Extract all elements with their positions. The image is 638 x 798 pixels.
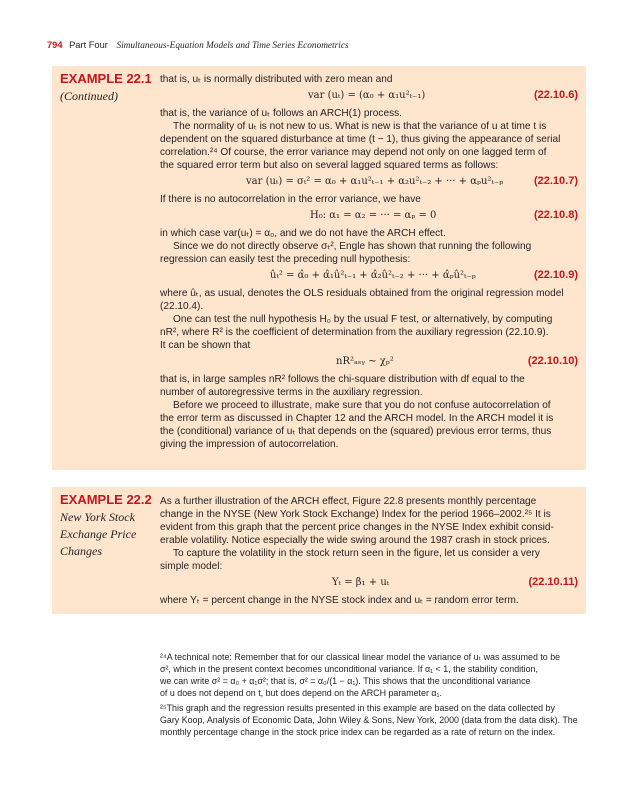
example-subtitle-line: Exchange Price: [60, 527, 137, 541]
equation-number: (22.10.6): [533, 89, 578, 101]
equation-expression: H₀: α₁ = α₂ = ··· = αₚ = 0: [310, 210, 437, 221]
paragraph-line: that is, in large samples nR² follows the chi-square distribution with df equal to the: [160, 374, 525, 385]
equation-22-10-7: [160, 172, 578, 193]
paragraph-line: It can be shown that: [160, 340, 251, 351]
equation-22-10-6: [160, 86, 578, 107]
paragraph-line: giving the impression of autocorrelation.: [160, 439, 339, 450]
paragraph-line: dependent on the squared disturbance at time (t − 1), thus giving the appearance of serial: [160, 134, 561, 145]
example-body: [160, 66, 578, 451]
footnote-line: Gary Koop, Analysis of Economic Data, John Wiley & Sons, New York, 2000 (data from the data disk). The: [160, 715, 578, 725]
equation-number: (22.10.11): [528, 576, 578, 588]
example-label: [60, 66, 152, 104]
paragraph-line: the (conditional) variance of uₜ that depends on the (squared) previous error terms, thus: [160, 426, 552, 437]
paragraph-line: that is, the variance of uₜ follows an ARCH(1) process.: [160, 108, 402, 119]
paragraph-line: where ûₜ, as usual, denotes the OLS residuals obtained from the original regression model: [160, 288, 564, 299]
equation-expression: Yₜ = β₁ + uₜ: [332, 577, 390, 588]
paragraph-line: One can test the null hypothesis H₀ by the usual F test, or alternatively, by computing: [173, 314, 553, 325]
example-subtitle-line: Changes: [60, 544, 102, 558]
example-label: [60, 487, 152, 559]
example-22-2-box: [52, 487, 586, 614]
paragraph-line: regression can easily test the preceding null hypothesis:: [160, 254, 411, 265]
equation-number: (22.10.7): [533, 175, 578, 187]
paragraph-line: where Yₜ = percent change in the NYSE stock index and uₜ = random error term.: [160, 595, 519, 606]
part-label: Part Four: [69, 40, 108, 50]
paragraph-line: nR², where R² is the coefficient of determination from the auxiliary regression (22.10.9).: [160, 327, 549, 338]
footnote-line: ²⁵This graph and the regression results presented in this example are based on the data collected by: [160, 703, 555, 713]
example-subtitle-line: New York Stock: [60, 510, 135, 524]
equation-number: (22.10.10): [527, 355, 578, 367]
paragraph-line: change in the NYSE (New York Stock Exchange) Index for the period 1966–2002.²⁵ It is: [160, 509, 551, 520]
example-body: [160, 487, 578, 607]
footnote-line: σ², which in the present context becomes unconditional variance. If α₁ < 1, the stability condition,: [160, 664, 538, 674]
footnote-line: monthly percentage change in the stock price index can be regarded as a rate of return on the index.: [160, 727, 556, 737]
paragraph-line: correlation.²⁴ Of course, the error variance may depend not only on one lagged term of: [160, 147, 547, 158]
equation-expression: nR²ₐₛᵧ ∼ χₚ²: [336, 356, 394, 367]
example-title: EXAMPLE 22.1: [60, 71, 152, 86]
paragraph-line: evident from this graph that the percent price changes in the NYSE Index exhibit consid-: [160, 522, 554, 533]
equation-expression: ûₜ² = α̂₀ + α̂₁û²ₜ₋₁ + α̂₂û²ₜ₋₂ + ··· + α̂ₚû²ₜ₋ₚ: [270, 270, 476, 281]
equation-expression: var (uₜ) = (α₀ + α₁u²ₜ₋₁): [308, 90, 426, 101]
equation-number: (22.10.9): [533, 269, 578, 281]
footnote-line: ²⁴A technical note: Remember that for our classical linear model the variance of uₜ was assumed to be: [160, 652, 561, 662]
part-title: Simultaneous-Equation Models and Time Series Econometrics: [116, 41, 349, 51]
footnote-line: we can write σ² = α₀ + α₁σ²; that is, σ² = α₀/(1 − α₁). This shows that the unconditional variance: [160, 676, 531, 686]
equation-22-10-10: [160, 352, 578, 373]
footnote-24: [160, 651, 578, 699]
example-subtitle: (Continued): [60, 89, 118, 103]
paragraph-line: number of autoregressive terms in the auxiliary regression.: [160, 387, 423, 398]
running-header: [47, 39, 349, 53]
equation-22-10-8: [160, 206, 578, 227]
paragraph-line: erable volatility. Notice especially the wide swing around the 1987 crash in stock prices.: [160, 535, 550, 546]
paragraph-line: the error term as discussed in Chapter 12 and the ARCH model. In the ARCH model it is: [160, 413, 554, 424]
paragraph-line: that is, uₜ is normally distributed with zero mean and: [160, 74, 393, 85]
example-22-1-box: [52, 66, 586, 470]
paragraph-line: If there is no autocorrelation in the error variance, we have: [160, 194, 421, 205]
paragraph-line: Since we do not directly observe σₜ², Engle has shown that running the following: [173, 241, 532, 252]
footnotes: [160, 651, 578, 738]
paragraph-line: As a further illustration of the ARCH effect, Figure 22.8 presents monthly percentage: [160, 496, 537, 507]
paragraph-line: (22.10.4).: [160, 301, 204, 312]
equation-22-10-9: [160, 266, 578, 287]
equation-expression: var (uₜ) = σₜ² = α₀ + α₁u²ₜ₋₁ + α₂u²ₜ₋₂ + ··· + αₚu²ₜ₋ₚ: [246, 176, 504, 187]
equation-22-10-11: [160, 573, 578, 594]
footnote-25: [160, 702, 578, 738]
equation-number: (22.10.8): [533, 209, 578, 221]
paragraph-line: simple model:: [160, 561, 223, 572]
paragraph-line: Before we proceed to illustrate, make sure that you do not confuse autocorrelation of: [173, 400, 551, 411]
paragraph-line: The normality of uₜ is not new to us. What is new is that the variance of u at time t is: [173, 121, 547, 132]
footnote-line: of u does not depend on t, but does depend on the ARCH parameter α₁.: [160, 688, 442, 698]
example-title: EXAMPLE 22.2: [60, 492, 152, 507]
paragraph-line: in which case var(uₜ) = α₀, and we do not have the ARCH effect.: [160, 228, 446, 239]
paragraph-line: the squared error term but also on several lagged squared terms as follows:: [160, 160, 499, 171]
page-number: 794: [47, 40, 63, 50]
paragraph-line: To capture the volatility in the stock return seen in the figure, let us consider a very: [173, 548, 540, 559]
